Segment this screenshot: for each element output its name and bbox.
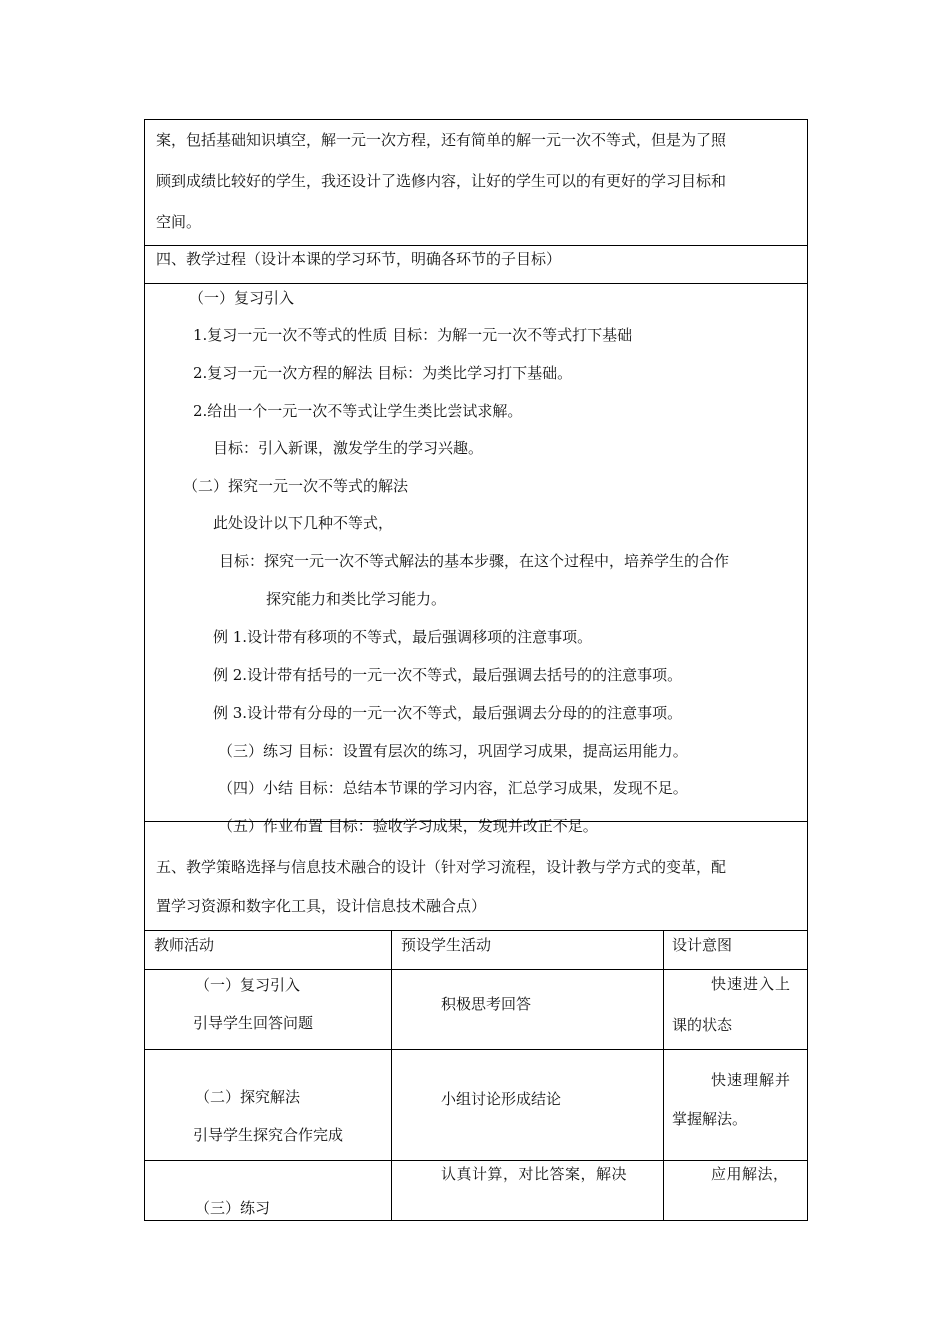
- s4-line-4: 目标：引入新课，激发学生的学习兴趣。: [213, 439, 484, 457]
- section4-heading-box: [144, 245, 808, 284]
- s4-line-1: 1.复习一元一次不等式的性质 目标：为解一元一次不等式打下基础: [193, 326, 633, 344]
- header-intent: 设计意图: [672, 936, 733, 954]
- intro-line-1: 案，包括基础知识填空，解一元一次方程，还有简单的解一元一次不等式，但是为了照: [156, 131, 727, 149]
- row2-teacher-line-2: 引导学生探究合作完成: [193, 1126, 344, 1144]
- row3-student: 认真计算，对比答案，解决: [441, 1165, 628, 1183]
- row1-teacher-line-2: 引导学生回答问题: [193, 1014, 314, 1032]
- intro-line-2: 顾到成绩比较好的学生，我还设计了选修内容，让好的学生可以的有更好的学习目标和: [156, 172, 727, 190]
- activity-table: [144, 930, 808, 1221]
- section5-heading-line-2: 置学习资源和数字化工具，设计信息技术融合点）: [156, 897, 487, 915]
- s4-line-0: （一）复习引入: [189, 289, 295, 307]
- section4-body-box: [144, 283, 808, 835]
- row1-intent-line-2: 课的状态: [672, 1016, 733, 1034]
- row1-intent-line-1: 快速进入上: [711, 975, 792, 993]
- row3-intent-line-1: 应用解法，: [711, 1165, 789, 1183]
- section5-heading-line-1: 五、教学策略选择与信息技术融合的设计（针对学习流程，设计教与学方式的变革，配: [156, 858, 727, 876]
- row2-student: 小组讨论形成结论: [441, 1090, 562, 1108]
- section5-heading-box: [144, 821, 808, 931]
- s4-line-13: （四）小结 目标：总结本节课的学习内容，汇总学习成果，发现不足。: [218, 779, 688, 797]
- header-student: 预设学生活动: [401, 936, 492, 954]
- section4-heading: 四、教学过程（设计本课的学习环节，明确各环节的子目标）: [156, 250, 562, 268]
- intro-paragraph-box: [144, 119, 808, 246]
- s4-line-10: 例 2.设计带有括号的一元一次不等式，最后强调去括号的的注意事项。: [213, 666, 683, 684]
- row3-teacher-line-1: （三）练习: [195, 1199, 271, 1217]
- col-divider-1: [391, 931, 392, 1220]
- row1-student: 积极思考回答: [441, 995, 532, 1013]
- row1-teacher-line-1: （一）复习引入: [195, 976, 301, 994]
- s4-line-14: （五）作业布置 目标：验收学习成果，发现并改正不足。: [218, 817, 598, 835]
- s4-line-2: 2.复习一元一次方程的解法 目标：为类比学习打下基础。: [193, 364, 573, 382]
- intro-line-3: 空间。: [156, 213, 202, 231]
- col-divider-2: [663, 931, 664, 1220]
- s4-line-6: 此处设计以下几种不等式，: [213, 514, 394, 532]
- s4-line-3: 2.给出一个一元一次不等式让学生类比尝试求解。: [193, 402, 523, 420]
- row-divider-3: [145, 1160, 807, 1161]
- row-divider-2: [145, 1049, 807, 1050]
- s4-line-9: 例 1.设计带有移项的不等式，最后强调移项的注意事项。: [213, 628, 593, 646]
- s4-line-5: （二）探究一元一次不等式的解法: [183, 477, 409, 495]
- row2-intent-line-1: 快速理解并: [711, 1071, 792, 1089]
- s4-line-12: （三）练习 目标：设置有层次的练习，巩固学习成果，提高运用能力。: [218, 742, 688, 760]
- s4-line-7: 目标：探究一元一次不等式解法的基本步骤，在这个过程中，培养学生的合作: [219, 552, 730, 570]
- s4-line-11: 例 3.设计带有分母的一元一次不等式，最后强调去分母的的注意事项。: [213, 704, 683, 722]
- s4-line-8: 探究能力和类比学习能力。: [266, 590, 447, 608]
- header-teacher: 教师活动: [154, 936, 215, 954]
- row2-teacher-line-1: （二）探究解法: [195, 1088, 301, 1106]
- row-divider-1: [145, 969, 807, 970]
- row2-intent-line-2: 掌握解法。: [672, 1110, 748, 1128]
